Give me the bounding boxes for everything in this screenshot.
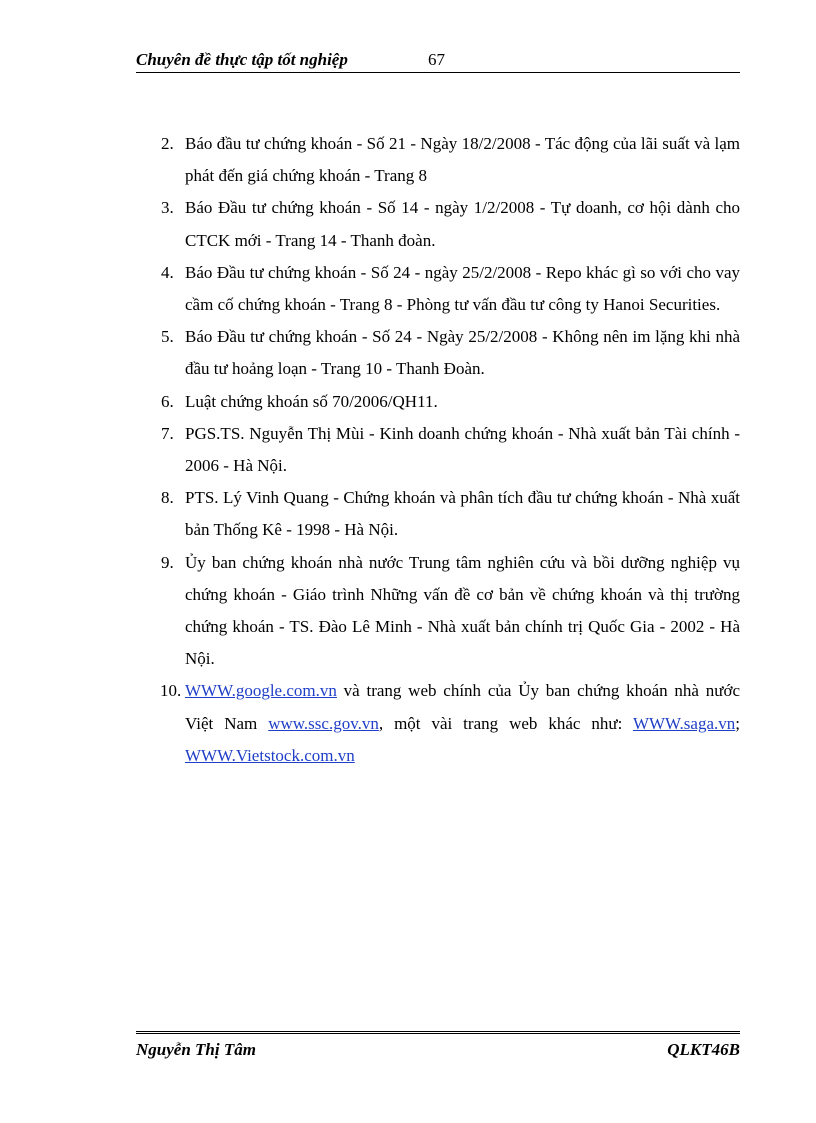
reference-number: 3. — [161, 198, 174, 218]
reference-number: 9. — [161, 552, 174, 572]
reference-text: Ủy ban chứng khoán nhà nước Trung tâm nghiên cứu và bồi dưỡng nghiệp vụ chứng khoán - Giáo trình Những vấn đề cơ bản về chứng khoán và thị trường chứng khoán - TS. Đào Lê Minh - Nhà xuất bản chính trị Quốc Gia - 2002 - Hà Nội. — [185, 552, 740, 669]
reference-text: Báo Đầu tư chứng khoán - Số 24 - Ngày 25/2/2008 - Không nên im lặng khi nhà đầu tư hoảng loạn - Trang 10 - Thanh Đoàn. — [185, 327, 740, 379]
reference-text: và trang web chính của Ủy ban chứng khoán nhà nước Việt Nam — [185, 681, 740, 733]
page-header — [136, 48, 740, 73]
reference-item — [136, 482, 740, 546]
reference-number: 6. — [161, 391, 174, 411]
reference-item — [136, 192, 740, 256]
reference-item — [136, 128, 740, 192]
reference-item — [136, 257, 740, 321]
reference-text: , một vài trang web khác như: — [378, 713, 633, 733]
class-code: QLKT46B — [667, 1040, 740, 1059]
reference-item — [136, 321, 740, 385]
reference-number: 10. — [160, 681, 182, 701]
ssc-link[interactable]: www.ssc.gov.vn — [268, 713, 379, 733]
reference-text: PGS.TS. Nguyễn Thị Mùi - Kinh doanh chứng khoán - Nhà xuất bản Tài chính - 2006 - Hà Nội. — [185, 423, 740, 476]
reference-text: Báo Đầu tư chứng khoán - Số 24 - ngày 25/2/2008 - Repo khác gì so với cho vay cầm cố chứng khoán - Trang 8 - Phòng tư vấn đầu tư công ty Hanoi Securities. — [185, 262, 740, 315]
google-link[interactable]: WWW.google.com.vn — [185, 681, 337, 701]
reference-list — [136, 128, 740, 772]
reference-text: PTS. Lý Vinh Quang - Chứng khoán và phân tích đầu tư chứng khoán - Nhà xuất bản Thống Kê - 1998 - Hà Nội. — [185, 488, 740, 540]
reference-item — [136, 386, 740, 418]
vietstock-link[interactable]: WWW.Vietstock.com.vn — [185, 745, 355, 765]
page-footer — [136, 1031, 740, 1059]
saga-link[interactable]: WWW.saga.vn — [632, 713, 736, 733]
reference-number: 4. — [161, 262, 174, 282]
author-name: Nguyễn Thị Tâm — [136, 1040, 256, 1059]
reference-number: 2. — [161, 134, 174, 153]
reference-number: 5. — [161, 327, 174, 347]
reference-text: Luật chứng khoán số 70/2006/QH11. — [185, 391, 438, 411]
reference-number: 8. — [161, 488, 174, 508]
reference-separator: ; — [735, 713, 740, 733]
reference-text: Báo Đầu tư chứng khoán - Số 14 - ngày 1/2/2008 - Tự doanh, cơ hội dành cho CTCK mới - Trang 14 - Thanh đoàn. — [185, 198, 740, 250]
reference-item-web — [136, 675, 740, 772]
page-number: 67 — [428, 50, 445, 69]
reference-item — [136, 418, 740, 482]
reference-number: 7. — [161, 423, 174, 443]
document-title: Chuyên đề thực tập tốt nghiệp — [136, 50, 348, 69]
reference-item — [136, 547, 740, 676]
reference-text: Báo đầu tư chứng khoán - Số 21 - Ngày 18/2/2008 - Tác động của lãi suất và lạm phát đến giá chứng khoán - Trang 8 — [185, 134, 740, 186]
